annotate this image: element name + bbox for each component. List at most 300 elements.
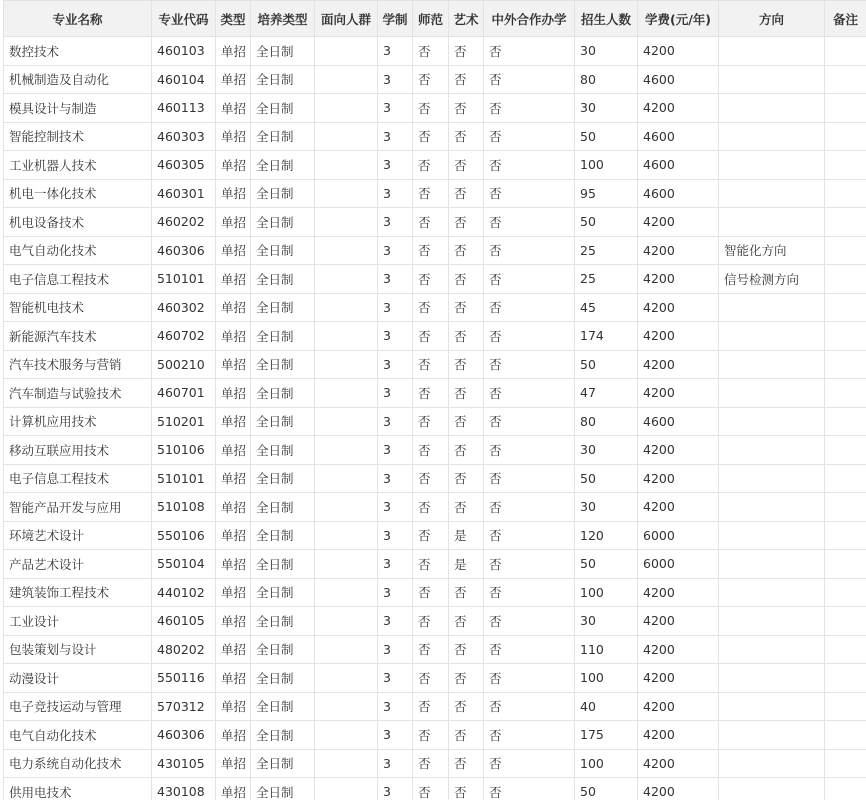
- cell-major-name: 产品艺术设计: [4, 550, 152, 579]
- cell-art: 否: [449, 179, 484, 208]
- table-row: [4, 179, 866, 208]
- cell-major-name: 智能产品开发与应用: [4, 493, 152, 522]
- cell-duration: 3: [378, 550, 413, 579]
- cell-art: 否: [449, 464, 484, 493]
- cell-teacher-training: 否: [413, 749, 449, 778]
- cell-enrollment-count: 25: [575, 265, 638, 294]
- cell-direction: [719, 65, 825, 94]
- cell-direction: [719, 179, 825, 208]
- cell-major-name: 汽车制造与试验技术: [4, 379, 152, 408]
- cell-art: 否: [449, 436, 484, 465]
- cell-tuition: 4600: [638, 122, 719, 151]
- cell-type: 单招: [216, 322, 251, 351]
- cell-type: 单招: [216, 521, 251, 550]
- table-row: [4, 635, 866, 664]
- cell-teacher-training: 否: [413, 322, 449, 351]
- cell-teacher-training: 否: [413, 464, 449, 493]
- header-tuition: 学费(元/年): [638, 1, 719, 37]
- cell-target-group: [315, 379, 378, 408]
- cell-duration: 3: [378, 236, 413, 265]
- cell-target-group: [315, 208, 378, 237]
- cell-enrollment-count: 100: [575, 749, 638, 778]
- cell-direction: [719, 578, 825, 607]
- table-row: [4, 664, 866, 693]
- cell-training-type: 全日制: [251, 407, 315, 436]
- cell-training-type: 全日制: [251, 322, 315, 351]
- cell-duration: 3: [378, 635, 413, 664]
- cell-enrollment-count: 45: [575, 293, 638, 322]
- cell-art: 否: [449, 350, 484, 379]
- cell-type: 单招: [216, 635, 251, 664]
- cell-training-type: 全日制: [251, 578, 315, 607]
- cell-tuition: 4600: [638, 179, 719, 208]
- cell-direction: [719, 407, 825, 436]
- cell-direction: [719, 749, 825, 778]
- cell-remarks: [825, 208, 866, 237]
- cell-enrollment-count: 50: [575, 122, 638, 151]
- cell-enrollment-count: 175: [575, 721, 638, 750]
- header-row: [4, 1, 866, 37]
- header-direction: 方向: [719, 1, 825, 37]
- cell-direction: [719, 322, 825, 351]
- table-row: [4, 550, 866, 579]
- cell-training-type: 全日制: [251, 493, 315, 522]
- cell-major-code: 460105: [152, 607, 216, 636]
- cell-training-type: 全日制: [251, 664, 315, 693]
- cell-major-code: 460305: [152, 151, 216, 180]
- cell-enrollment-count: 30: [575, 493, 638, 522]
- cell-joint-program: 否: [484, 550, 575, 579]
- cell-enrollment-count: 100: [575, 578, 638, 607]
- cell-target-group: [315, 493, 378, 522]
- cell-training-type: 全日制: [251, 721, 315, 750]
- cell-remarks: [825, 65, 866, 94]
- cell-tuition: 4200: [638, 635, 719, 664]
- cell-training-type: 全日制: [251, 464, 315, 493]
- cell-training-type: 全日制: [251, 749, 315, 778]
- cell-major-name: 电子信息工程技术: [4, 464, 152, 493]
- cell-enrollment-count: 25: [575, 236, 638, 265]
- cell-joint-program: 否: [484, 778, 575, 800]
- cell-major-name: 机电设备技术: [4, 208, 152, 237]
- cell-major-name: 计算机应用技术: [4, 407, 152, 436]
- cell-tuition: 4200: [638, 322, 719, 351]
- cell-remarks: [825, 293, 866, 322]
- cell-major-code: 460306: [152, 236, 216, 265]
- cell-major-name: 新能源汽车技术: [4, 322, 152, 351]
- cell-duration: 3: [378, 350, 413, 379]
- cell-remarks: [825, 350, 866, 379]
- cell-target-group: [315, 122, 378, 151]
- cell-training-type: 全日制: [251, 379, 315, 408]
- cell-target-group: [315, 749, 378, 778]
- cell-tuition: 6000: [638, 521, 719, 550]
- cell-tuition: 4200: [638, 664, 719, 693]
- cell-direction: [719, 208, 825, 237]
- cell-direction: [719, 550, 825, 579]
- cell-direction: [719, 607, 825, 636]
- cell-enrollment-count: 47: [575, 379, 638, 408]
- cell-enrollment-count: 95: [575, 179, 638, 208]
- cell-type: 单招: [216, 407, 251, 436]
- cell-remarks: [825, 122, 866, 151]
- cell-enrollment-count: 110: [575, 635, 638, 664]
- cell-training-type: 全日制: [251, 607, 315, 636]
- cell-joint-program: 否: [484, 464, 575, 493]
- cell-tuition: 4600: [638, 407, 719, 436]
- cell-training-type: 全日制: [251, 436, 315, 465]
- cell-tuition: 4200: [638, 749, 719, 778]
- cell-art: 否: [449, 778, 484, 800]
- cell-direction: [719, 436, 825, 465]
- cell-teacher-training: 否: [413, 436, 449, 465]
- cell-type: 单招: [216, 65, 251, 94]
- cell-remarks: [825, 635, 866, 664]
- cell-duration: 3: [378, 94, 413, 123]
- cell-duration: 3: [378, 379, 413, 408]
- cell-joint-program: 否: [484, 749, 575, 778]
- cell-teacher-training: 否: [413, 692, 449, 721]
- cell-target-group: [315, 236, 378, 265]
- cell-training-type: 全日制: [251, 692, 315, 721]
- cell-teacher-training: 否: [413, 607, 449, 636]
- cell-tuition: 4200: [638, 778, 719, 800]
- cell-duration: 3: [378, 208, 413, 237]
- cell-joint-program: 否: [484, 179, 575, 208]
- cell-teacher-training: 否: [413, 407, 449, 436]
- cell-major-name: 环境艺术设计: [4, 521, 152, 550]
- cell-teacher-training: 否: [413, 778, 449, 800]
- cell-remarks: [825, 407, 866, 436]
- header-major-name: 专业名称: [4, 1, 152, 37]
- table-row: [4, 208, 866, 237]
- cell-direction: [719, 37, 825, 66]
- cell-type: 单招: [216, 236, 251, 265]
- cell-remarks: [825, 721, 866, 750]
- cell-duration: 3: [378, 179, 413, 208]
- cell-duration: 3: [378, 37, 413, 66]
- cell-type: 单招: [216, 179, 251, 208]
- cell-joint-program: 否: [484, 721, 575, 750]
- cell-teacher-training: 否: [413, 350, 449, 379]
- cell-direction: [719, 635, 825, 664]
- cell-major-code: 510101: [152, 265, 216, 294]
- cell-type: 单招: [216, 692, 251, 721]
- cell-target-group: [315, 350, 378, 379]
- table-row: [4, 379, 866, 408]
- cell-target-group: [315, 179, 378, 208]
- cell-direction: 信号检测方向: [719, 265, 825, 294]
- cell-remarks: [825, 236, 866, 265]
- cell-enrollment-count: 30: [575, 94, 638, 123]
- cell-art: 是: [449, 550, 484, 579]
- table-row: [4, 322, 866, 351]
- cell-enrollment-count: 50: [575, 208, 638, 237]
- cell-major-name: 动漫设计: [4, 664, 152, 693]
- cell-joint-program: 否: [484, 37, 575, 66]
- cell-training-type: 全日制: [251, 151, 315, 180]
- cell-major-code: 500210: [152, 350, 216, 379]
- cell-tuition: 4200: [638, 37, 719, 66]
- cell-direction: 智能化方向: [719, 236, 825, 265]
- cell-direction: [719, 521, 825, 550]
- cell-major-code: 460104: [152, 65, 216, 94]
- cell-art: 否: [449, 293, 484, 322]
- cell-type: 单招: [216, 578, 251, 607]
- header-teacher-training: 师范: [413, 1, 449, 37]
- cell-art: 是: [449, 521, 484, 550]
- cell-major-code: 460702: [152, 322, 216, 351]
- cell-remarks: [825, 607, 866, 636]
- cell-direction: [719, 721, 825, 750]
- cell-enrollment-count: 50: [575, 778, 638, 800]
- cell-type: 单招: [216, 550, 251, 579]
- cell-direction: [719, 778, 825, 800]
- cell-joint-program: 否: [484, 350, 575, 379]
- cell-major-code: 480202: [152, 635, 216, 664]
- cell-remarks: [825, 493, 866, 522]
- cell-type: 单招: [216, 350, 251, 379]
- cell-training-type: 全日制: [251, 65, 315, 94]
- cell-major-name: 电力系统自动化技术: [4, 749, 152, 778]
- cell-tuition: 4200: [638, 236, 719, 265]
- cell-remarks: [825, 664, 866, 693]
- cell-tuition: 4600: [638, 65, 719, 94]
- cell-remarks: [825, 179, 866, 208]
- table-row: [4, 37, 866, 66]
- cell-major-code: 550116: [152, 664, 216, 693]
- cell-teacher-training: 否: [413, 635, 449, 664]
- cell-type: 单招: [216, 37, 251, 66]
- table-row: [4, 692, 866, 721]
- cell-art: 否: [449, 322, 484, 351]
- cell-joint-program: 否: [484, 607, 575, 636]
- cell-major-code: 430108: [152, 778, 216, 800]
- cell-joint-program: 否: [484, 635, 575, 664]
- table-row: [4, 749, 866, 778]
- cell-duration: 3: [378, 749, 413, 778]
- table-row: [4, 721, 866, 750]
- cell-major-code: 570312: [152, 692, 216, 721]
- cell-joint-program: 否: [484, 94, 575, 123]
- header-art: 艺术: [449, 1, 484, 37]
- cell-teacher-training: 否: [413, 236, 449, 265]
- cell-tuition: 4600: [638, 151, 719, 180]
- cell-major-name: 电子竞技运动与管理: [4, 692, 152, 721]
- cell-target-group: [315, 37, 378, 66]
- cell-tuition: 4200: [638, 721, 719, 750]
- table-row: [4, 778, 866, 800]
- cell-target-group: [315, 635, 378, 664]
- cell-joint-program: 否: [484, 208, 575, 237]
- cell-remarks: [825, 436, 866, 465]
- cell-remarks: [825, 521, 866, 550]
- cell-joint-program: 否: [484, 493, 575, 522]
- cell-target-group: [315, 407, 378, 436]
- cell-type: 单招: [216, 293, 251, 322]
- cell-duration: 3: [378, 65, 413, 94]
- cell-major-name: 建筑装饰工程技术: [4, 578, 152, 607]
- cell-duration: 3: [378, 464, 413, 493]
- cell-enrollment-count: 174: [575, 322, 638, 351]
- cell-type: 单招: [216, 436, 251, 465]
- cell-joint-program: 否: [484, 293, 575, 322]
- cell-tuition: 4200: [638, 379, 719, 408]
- cell-target-group: [315, 65, 378, 94]
- cell-duration: 3: [378, 721, 413, 750]
- cell-duration: 3: [378, 265, 413, 294]
- header-remarks: 备注: [825, 1, 866, 37]
- cell-enrollment-count: 100: [575, 664, 638, 693]
- cell-major-code: 460701: [152, 379, 216, 408]
- cell-training-type: 全日制: [251, 122, 315, 151]
- cell-tuition: 6000: [638, 550, 719, 579]
- cell-target-group: [315, 692, 378, 721]
- table-header: [4, 1, 866, 37]
- cell-duration: 3: [378, 122, 413, 151]
- header-joint-program: 中外合作办学: [484, 1, 575, 37]
- cell-teacher-training: 否: [413, 550, 449, 579]
- cell-target-group: [315, 521, 378, 550]
- cell-duration: 3: [378, 293, 413, 322]
- cell-teacher-training: 否: [413, 493, 449, 522]
- cell-type: 单招: [216, 664, 251, 693]
- cell-teacher-training: 否: [413, 578, 449, 607]
- table-row: [4, 578, 866, 607]
- cell-major-name: 电子信息工程技术: [4, 265, 152, 294]
- cell-type: 单招: [216, 122, 251, 151]
- cell-tuition: 4200: [638, 293, 719, 322]
- table-row: [4, 407, 866, 436]
- cell-duration: 3: [378, 521, 413, 550]
- cell-teacher-training: 否: [413, 379, 449, 408]
- header-target-group: 面向人群: [315, 1, 378, 37]
- cell-tuition: 4200: [638, 350, 719, 379]
- cell-duration: 3: [378, 322, 413, 351]
- cell-training-type: 全日制: [251, 293, 315, 322]
- cell-duration: 3: [378, 151, 413, 180]
- cell-enrollment-count: 30: [575, 37, 638, 66]
- cell-major-name: 模具设计与制造: [4, 94, 152, 123]
- cell-target-group: [315, 265, 378, 294]
- cell-joint-program: 否: [484, 151, 575, 180]
- cell-major-name: 数控技术: [4, 37, 152, 66]
- cell-joint-program: 否: [484, 436, 575, 465]
- cell-type: 单招: [216, 208, 251, 237]
- cell-enrollment-count: 50: [575, 550, 638, 579]
- cell-direction: [719, 350, 825, 379]
- cell-tuition: 4200: [638, 692, 719, 721]
- cell-major-code: 460306: [152, 721, 216, 750]
- cell-major-name: 供用电技术: [4, 778, 152, 800]
- cell-duration: 3: [378, 578, 413, 607]
- table-row: [4, 293, 866, 322]
- cell-type: 单招: [216, 721, 251, 750]
- cell-teacher-training: 否: [413, 122, 449, 151]
- cell-type: 单招: [216, 778, 251, 800]
- cell-remarks: [825, 778, 866, 800]
- cell-art: 否: [449, 692, 484, 721]
- cell-type: 单招: [216, 265, 251, 294]
- cell-art: 否: [449, 379, 484, 408]
- cell-joint-program: 否: [484, 692, 575, 721]
- header-enrollment-count: 招生人数: [575, 1, 638, 37]
- cell-training-type: 全日制: [251, 778, 315, 800]
- cell-major-name: 包装策划与设计: [4, 635, 152, 664]
- cell-joint-program: 否: [484, 322, 575, 351]
- cell-enrollment-count: 40: [575, 692, 638, 721]
- cell-remarks: [825, 749, 866, 778]
- cell-art: 否: [449, 236, 484, 265]
- cell-training-type: 全日制: [251, 350, 315, 379]
- cell-remarks: [825, 151, 866, 180]
- cell-target-group: [315, 436, 378, 465]
- cell-teacher-training: 否: [413, 265, 449, 294]
- cell-joint-program: 否: [484, 521, 575, 550]
- cell-major-code: 550106: [152, 521, 216, 550]
- enrollment-table: [3, 0, 866, 800]
- cell-teacher-training: 否: [413, 37, 449, 66]
- cell-art: 否: [449, 635, 484, 664]
- cell-major-code: 460302: [152, 293, 216, 322]
- cell-major-code: 510101: [152, 464, 216, 493]
- table-row: [4, 236, 866, 265]
- cell-duration: 3: [378, 664, 413, 693]
- cell-teacher-training: 否: [413, 65, 449, 94]
- cell-tuition: 4200: [638, 607, 719, 636]
- cell-type: 单招: [216, 94, 251, 123]
- cell-major-name: 汽车技术服务与营销: [4, 350, 152, 379]
- cell-art: 否: [449, 607, 484, 636]
- cell-major-name: 机电一体化技术: [4, 179, 152, 208]
- cell-remarks: [825, 464, 866, 493]
- cell-training-type: 全日制: [251, 208, 315, 237]
- table-row: [4, 464, 866, 493]
- cell-type: 单招: [216, 464, 251, 493]
- cell-major-code: 550104: [152, 550, 216, 579]
- cell-tuition: 4200: [638, 578, 719, 607]
- cell-training-type: 全日制: [251, 94, 315, 123]
- cell-training-type: 全日制: [251, 37, 315, 66]
- cell-target-group: [315, 151, 378, 180]
- cell-remarks: [825, 692, 866, 721]
- cell-major-code: 440102: [152, 578, 216, 607]
- cell-major-code: 430105: [152, 749, 216, 778]
- cell-major-name: 工业机器人技术: [4, 151, 152, 180]
- cell-teacher-training: 否: [413, 94, 449, 123]
- cell-art: 否: [449, 208, 484, 237]
- cell-art: 否: [449, 493, 484, 522]
- cell-major-code: 460113: [152, 94, 216, 123]
- cell-enrollment-count: 80: [575, 65, 638, 94]
- cell-enrollment-count: 30: [575, 436, 638, 465]
- cell-tuition: 4200: [638, 493, 719, 522]
- cell-major-code: 460303: [152, 122, 216, 151]
- table-row: [4, 94, 866, 123]
- cell-training-type: 全日制: [251, 550, 315, 579]
- cell-joint-program: 否: [484, 664, 575, 693]
- cell-teacher-training: 否: [413, 721, 449, 750]
- table-row: [4, 122, 866, 151]
- cell-target-group: [315, 94, 378, 123]
- cell-direction: [719, 151, 825, 180]
- header-training-type: 培养类型: [251, 1, 315, 37]
- table-row: [4, 350, 866, 379]
- cell-duration: 3: [378, 436, 413, 465]
- cell-direction: [719, 122, 825, 151]
- table-row: [4, 521, 866, 550]
- cell-major-name: 智能机电技术: [4, 293, 152, 322]
